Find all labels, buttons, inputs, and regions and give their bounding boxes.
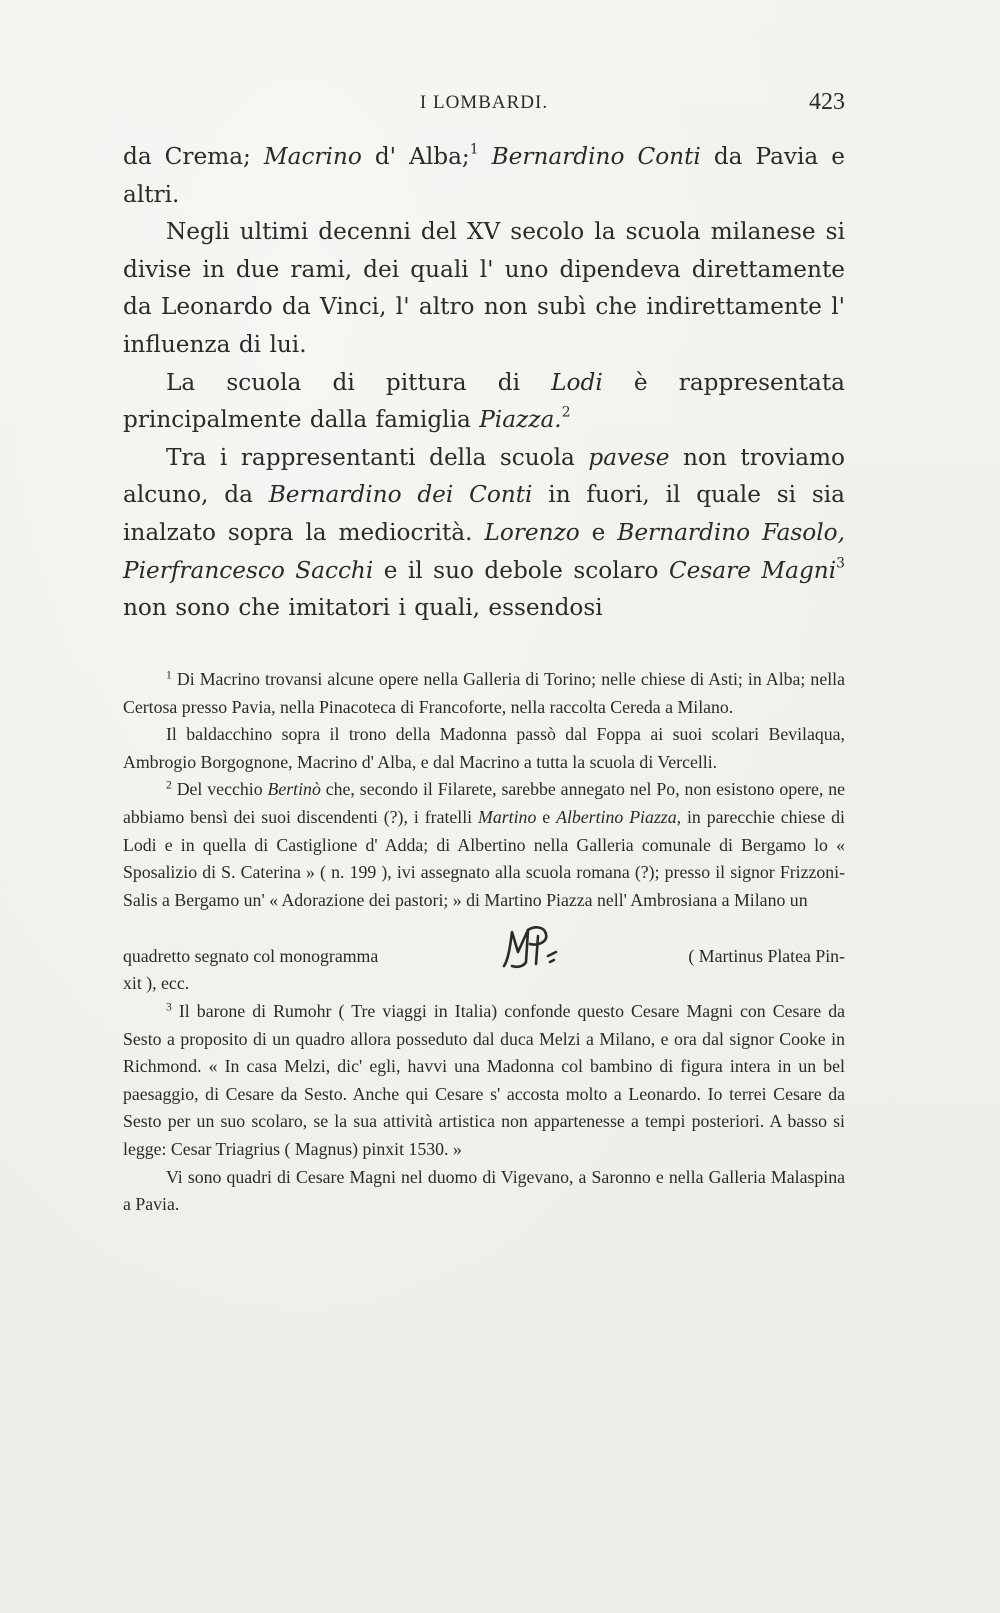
footnote-mark: 3 [166, 1000, 172, 1014]
text-run: non sono che imitatori i quali, essendosi [123, 594, 603, 622]
italic-name: pavese [588, 443, 670, 471]
text-run: da Crema; [123, 143, 264, 170]
italic-name: Bernardino Fasolo, Pierfrancesco Sacchi [123, 518, 846, 584]
text-run: in fuori, il quale si sia inalzato sopra la mediocrità. [123, 481, 845, 546]
footnote-ref: 1 [469, 141, 479, 158]
text-run: e [536, 806, 557, 827]
footnote-ref: 2 [561, 404, 571, 421]
footnote-ref: 3 [836, 555, 845, 572]
paragraph-3 [123, 364, 845, 439]
page-header [123, 89, 845, 122]
footnote-2 [123, 776, 845, 914]
italic-name: Bernardino Conti [491, 143, 701, 170]
italic-name: Cesare Magni [668, 556, 837, 584]
text-run: Tra i rappresentanti della scuola [166, 443, 589, 471]
footnotes [123, 666, 845, 1219]
text-run: Del vecchio [171, 779, 268, 800]
text-run: da Pavia e altri. [123, 143, 845, 208]
italic-name: Piazza. [479, 406, 562, 434]
footnote-mark: 2 [166, 779, 172, 793]
text-run: non troviamo alcuno, da [123, 443, 846, 509]
paragraph-4 [123, 439, 845, 627]
text-run: e il suo debole scolaro [373, 556, 669, 584]
text-run: d' Alba; [361, 143, 470, 170]
page-number: 423 [809, 89, 845, 115]
italic-name: Lorenzo [484, 518, 580, 546]
italic-name: Bertinò [267, 779, 321, 800]
text-run: è rappresentata principalmente dalla famiglia [123, 368, 845, 434]
monogram-line [123, 914, 845, 970]
main-text [123, 138, 845, 627]
paragraph-1 [123, 138, 845, 213]
text-run: in parecchie chiese di Lodi e in quella di Castiglione d' Adda; di Albertino nella Galleria comunale di Bergamo lo « Sposalizio di S. Caterina » ( n. 199 ), ivi assegnato alla scuola romana (?); presso il signor Frizzoni-Salis a Bergamo un' « Adorazione dei pastori; » di Martino Piazza nell' Ambrosiana a Milano un [123, 806, 845, 910]
text-run: che, secondo il Filarete, sarebbe annegato nel Po, non esistono opere, ne abbiamo bensì dei suoi discendenti (?), i fratelli [123, 779, 845, 827]
mp-monogram-icon [498, 922, 568, 970]
footnote-text: Di Macrino trovansi alcune opere nella Galleria di Torino; nelle chiese di Asti; in Alba; nella Certosa presso Pavia, nella Pinacoteca di Francoforte, nella raccolta Cereda a Milano. [123, 669, 845, 717]
italic-name: Albertino Piazza, [556, 806, 682, 827]
text-run: e [579, 518, 618, 546]
footnote-1 [123, 666, 845, 721]
paragraph-2: Negli ultimi decenni del XV secolo la scuola milanese si divise in due rami, dei quali l' uno dipendeva direttamente da Leonardo da Vinci, l' altro non subì che indirettamente l' influenza di lui. [123, 218, 845, 358]
footnote-mark: 1 [166, 668, 172, 682]
text-run [479, 143, 492, 170]
text-run: La scuola di pittura di [166, 368, 552, 396]
text-run: quadretto segnato col monogramma [123, 945, 379, 966]
italic-name: Macrino [263, 143, 362, 170]
footnote-3-continued: Vi sono quadri di Cesare Magni nel duomo di Vigevano, a Saronno e nella Galleria Malaspina a Pavia. [123, 1166, 845, 1215]
footnote-text: Il barone di Rumohr ( Tre viaggi in Italia) confonde questo Cesare Magni con Cesare da Sesto a proposito di un quadro allora posseduto dal duca Melzi a Milano, e ora dal signor Cooke in Richmond. « In casa Melzi, dic' egli, havvi una Madonna col bambino di figura intera in un bel paesaggio, di Cesare da Sesto. Anche qui Cesare s' accosta molto a Leonardo. Io terrei Cesare da Sesto per un suo scolaro, se la sua attività artistica non appartenesse a tempi posteriori. A basso si legge: Cesar Triagrius ( Magnus) pinxit 1530. » [123, 1000, 845, 1159]
italic-name: Martino [478, 806, 537, 827]
footnote-1-continued: Il baldacchino sopra il trono della Madonna passò dal Foppa ai suoi scolari Bevilaqua, Ambrogio Borgognone, Macrino d' Alba, e dal Macrino a tutta la scuola di Vercelli. [123, 724, 845, 772]
footnote-3 [123, 998, 845, 1164]
footnote-2-end: xit ), ecc. [123, 973, 190, 994]
italic-name: Lodi [551, 368, 603, 396]
italic-name: Bernardino dei Conti [268, 481, 533, 509]
text-run: ( Martinus Platea Pin- [688, 945, 845, 966]
running-title: I LOMBARDI. [419, 92, 549, 113]
